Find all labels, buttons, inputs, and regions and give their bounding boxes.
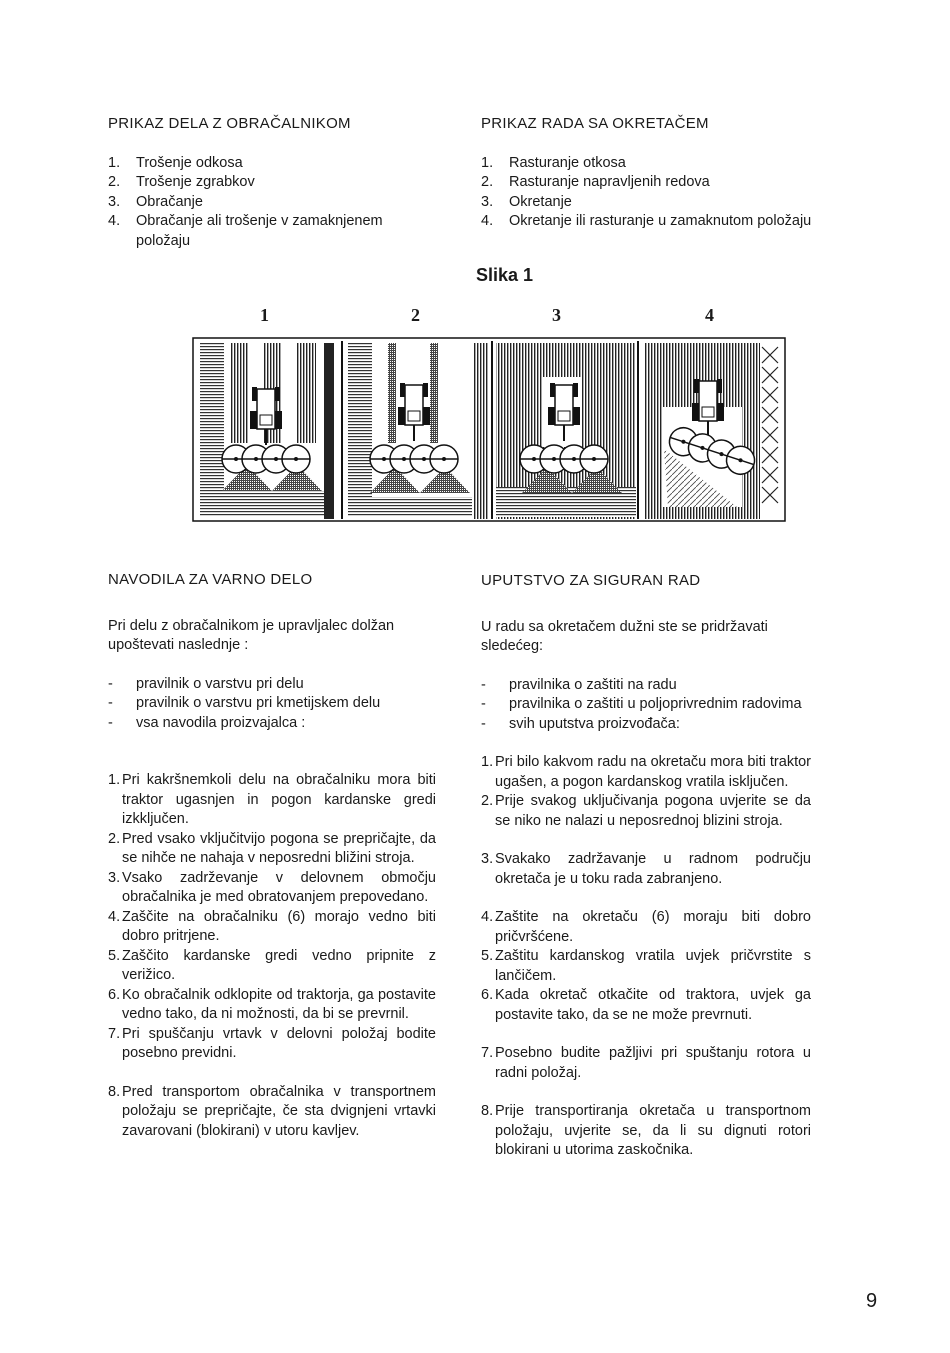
list-item — [108, 173, 438, 193]
item-text: svih uputstva proizvođača: — [509, 715, 680, 732]
rule-item — [481, 1044, 811, 1083]
panel-3 — [496, 343, 636, 519]
safety-instructions-left — [108, 570, 436, 1141]
list-item: - pravilnika o zaštiti u poljoprivrednim radovima — [481, 696, 802, 712]
top-right-section — [481, 114, 811, 232]
rule-text: Posebno budite pažljivi pri spuštanju rotora u radni položaj. — [495, 1045, 811, 1081]
item-number: 2. — [481, 174, 494, 190]
tedder-work-diagram — [192, 337, 786, 522]
intro-text: Pri delu z obračalnikom je upravljalec dolžan upoštevati naslednje : — [108, 617, 395, 653]
item-number: 4. — [481, 213, 494, 229]
rule-text: Pri spuščanju vrtavk v delovni položaj bodite posebno previdni. — [122, 1025, 436, 1061]
rule-item — [481, 753, 811, 792]
item-number: 4. — [108, 213, 121, 229]
rule-number: 1. — [108, 772, 121, 788]
figure-label-3: 3 — [552, 305, 561, 325]
item-text: Obračanje ali trošenje v zamaknjenem položaju — [136, 213, 383, 249]
section-heading: NAVODILA ZA VARNO DELO — [108, 571, 313, 588]
rule-number: 1. — [481, 754, 494, 770]
rule-number: 7. — [481, 1045, 494, 1061]
rule-item — [108, 830, 436, 869]
rule-text: Pri kakršnemkoli delu na obračalniku mora biti traktor ugasnjen in pogon kardanske gredi izkključen. — [122, 772, 436, 827]
rule-number: 7. — [108, 1025, 121, 1042]
rule-number: 3. — [481, 851, 494, 867]
section-heading: PRIKAZ DELA Z OBRAČALNIKOM — [108, 115, 351, 132]
rule-number: 4. — [481, 909, 494, 925]
item-text: Trošenje odkosa — [136, 154, 243, 171]
safety-rules — [108, 771, 436, 1141]
rule-number: 3. — [108, 869, 121, 886]
figure-title: Slika 1 — [476, 265, 534, 285]
rule-number: 8. — [108, 1083, 121, 1100]
list-item — [108, 154, 438, 174]
rule-item — [108, 1025, 436, 1064]
rule-text: Pred transportom obračalnika v transportnem položaju se prepričajte, če sta dvignjeni vrtavki zavarovani (blokirani) v utoru kavljev. — [122, 1083, 436, 1139]
rule-item — [481, 1102, 811, 1161]
rule-item — [481, 986, 811, 1025]
list-item: - pravilnik o varstvu pri delu — [108, 675, 304, 692]
safety-instructions-right — [481, 571, 811, 1161]
rule-number: 6. — [108, 986, 121, 1003]
figure-label-4: 4 — [705, 305, 714, 325]
rule-number: 8. — [481, 1103, 494, 1119]
item-text: vsa navodila proizvajalca : — [136, 714, 306, 731]
panel-1 — [200, 343, 334, 519]
item-text: Rasturanje otkosa — [509, 154, 626, 171]
item-number: 3. — [481, 193, 494, 210]
rule-number: 2. — [481, 793, 494, 809]
item-text: Okretanje ili rasturanje u zamaknutom položaju — [509, 213, 812, 229]
rule-item — [108, 1083, 436, 1142]
rule-item — [108, 947, 436, 986]
rule-text: Prije transportiranja okretača u transportnom položaju, uvjerite se, da li su dignuti rotori blokirani u utorima zaskočnika. — [495, 1103, 811, 1158]
list-item: - pravilnika o zaštiti na radu — [481, 676, 677, 693]
rule-item — [481, 947, 811, 986]
rule-text: Kada okretač otkačite od traktora, uvjek ga postavite tako, da se ne može prevrnuti. — [495, 987, 811, 1023]
rule-text: Zaščito kardanske gredi vedno pripnite z verižico. — [122, 947, 436, 983]
item-number: 1. — [481, 154, 494, 171]
item-text: pravilnik o varstvu pri delu — [136, 675, 304, 692]
item-text: pravilnika o zaštiti na radu — [509, 676, 677, 693]
figure-label-1: 1 — [260, 305, 269, 325]
rule-text: Zaščite na obračalniku (6) morajo vedno biti dobro pritrjene. — [122, 908, 436, 944]
item-number: 1. — [108, 154, 121, 171]
list-item — [481, 154, 811, 174]
figure-label-2: 2 — [411, 305, 420, 325]
top-left-section — [108, 114, 438, 251]
item-text: Rasturanje napravljenih redova — [509, 174, 710, 190]
safety-rules — [481, 753, 811, 1161]
item-number: 3. — [108, 193, 121, 210]
item-text: Obračanje — [136, 193, 203, 210]
rule-number: 6. — [481, 987, 494, 1003]
item-text: pravilnika o zaštiti u poljoprivrednim radovima — [509, 696, 802, 712]
list-item — [108, 193, 438, 213]
regulation-list — [481, 676, 811, 735]
rule-item — [481, 850, 811, 889]
item-number: 2. — [108, 174, 121, 190]
rule-number: 5. — [108, 947, 121, 964]
item-text: Okretanje — [509, 193, 572, 210]
rule-text: Pri bilo kakvom radu na okretaču mora biti traktor ugašen, a pogon kardanskog vratila isključen. — [495, 754, 811, 790]
mode-list — [481, 154, 811, 232]
rule-text: Pred vsako vključitvijo pogona se prepričajte, da se nihče ne nahaja v neposredni bližini stroja. — [122, 830, 436, 866]
list-item — [481, 193, 811, 213]
rule-item — [108, 908, 436, 947]
list-item — [481, 173, 811, 193]
rule-text: Vsako zadrževanje v delovnem območju obračalnika je med obratovanjem prepovedano. — [122, 869, 436, 905]
rule-number: 5. — [481, 948, 494, 964]
rule-text: Ko obračalnik odklopite od traktorja, ga postavite vedno tako, da ni možnosti, da bi se prevrnil. — [122, 986, 436, 1022]
panel-4 — [644, 343, 780, 519]
rule-item — [108, 771, 436, 830]
item-text: pravilnik o varstvu pri kmetijskem delu — [136, 695, 381, 711]
mode-list — [108, 154, 438, 252]
list-item: - vsa navodila proizvajalca : — [108, 714, 306, 731]
page-number: 9 — [866, 1290, 878, 1312]
rule-item — [108, 986, 436, 1025]
rule-text: Zaštitu kardanskog vratila uvjek pričvrstite s lančičem. — [495, 948, 811, 984]
list-item: - svih uputstva proizvođača: — [481, 715, 680, 732]
rule-item — [108, 869, 436, 908]
rule-number: 4. — [108, 908, 121, 925]
item-text: Trošenje zgrabkov — [136, 174, 255, 190]
rule-text: Prije svakog uključivanja pogona uvjerite se da se niko ne nalazi u neposrednoj blizini stroja. — [495, 793, 811, 829]
rule-text: Svakako zadržavanje u radnom području okretača je u toku rada zabranjeno. — [495, 851, 811, 887]
rule-item — [481, 908, 811, 947]
rule-number: 2. — [108, 830, 121, 847]
list-item — [108, 212, 426, 251]
section-heading: UPUTSTVO ZA SIGURAN RAD — [481, 572, 701, 589]
list-item: - pravilnik o varstvu pri kmetijskem delu — [108, 695, 381, 711]
rule-text: Zaštite na okretaču (6) moraju biti dobro pričvršćene. — [495, 909, 811, 945]
list-item — [481, 212, 819, 232]
intro-text: U radu sa okretačem dužni ste se pridržavati sledećeg: — [481, 618, 768, 654]
regulation-list — [108, 675, 436, 734]
section-heading: PRIKAZ RADA SA OKRETAČEM — [481, 115, 709, 132]
rule-item — [481, 792, 811, 831]
